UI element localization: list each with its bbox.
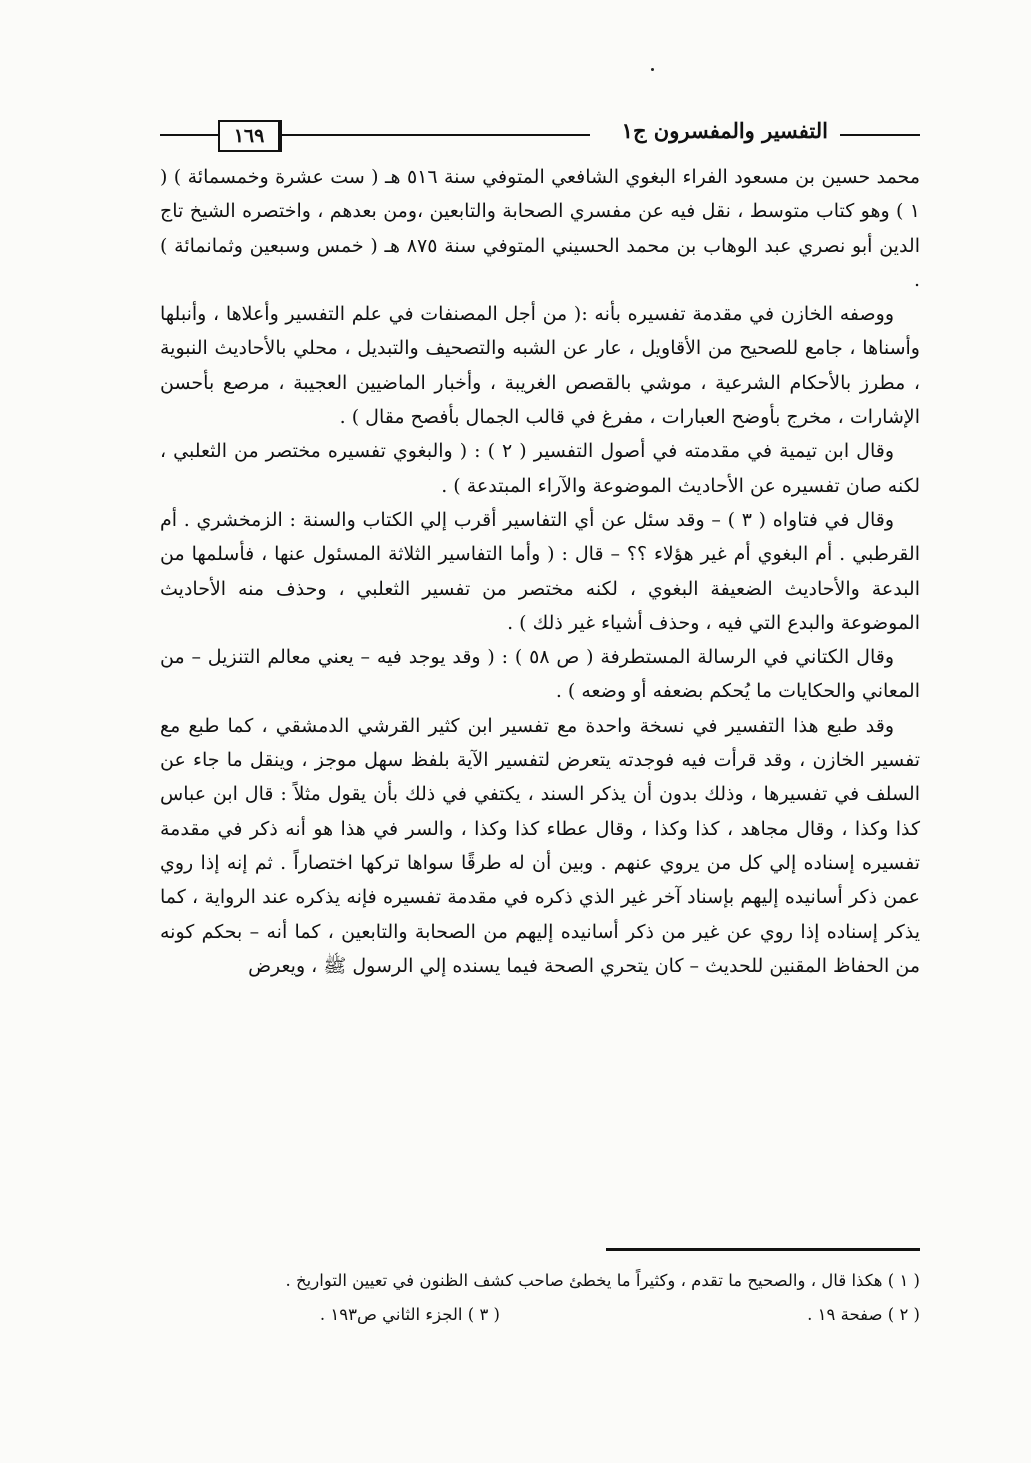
header-rule-middle — [278, 134, 590, 136]
main-text — [160, 160, 920, 983]
ink-speck — [651, 68, 654, 71]
paragraph-1: محمد حسين بن مسعود الفراء البغوي الشافعي المتوفي سنة ٥١٦ هـ ( ست عشرة وخمسمائة ) ( ١ ) وهو كتاب متوسط ، نقل فيه عن مفسري الصحابة والتابعين ،ومن بعدهم ، واختصره الشيخ تاج الدين أبو نصري عبد الوهاب بن محمد الحسيني المتوفي سنة ٨٧٥ هـ ( خمس وسبعين وثمانمائة ) . — [160, 166, 920, 291]
paragraph-4: وقال في فتاواه ( ٣ ) – وقد سئل عن أي التفاسير أقرب إلي الكتاب والسنة : الزمخشري . أم القرطبي . أم البغوي أم غير هؤلاء ؟؟ – قال : ( وأما التفاسير الثلاثة المسئول عنها ، فأسلمها من البدعة والأحاديث الضعيفة البغوي ، لكنه مختصر من تفسير الثعلبي ، وحذف منه الأحاديث الموضوعة والبدع التي فيه ، وحذف أشياء غير ذلك ) . — [160, 508, 920, 634]
header-rule-right — [840, 134, 920, 136]
paragraph-2: ووصفه الخازن في مقدمة تفسيره بأنه :( من أجل المصنفات في علم التفسير وأعلاها ، وأنبلها وأسناها ، جامع للصحيح من الأقاويل ، عار عن الشبه والتصحيف والتبديل ، محلي بالأحاديث النبوية ، مطرز بالأحكام الشرعية ، موشي بالقصص الغريبة ، وأخبار الماضيين العجيبة ، مرصع بأحسن الإشارات ، مخرج بأوضح العبارات ، مفرغ في قالب الجمال بأفصح مقال ) . — [160, 303, 920, 429]
footnote-3: ( ٣ ) الجزء الثاني ص١٩٣ . — [319, 1305, 500, 1324]
paragraph-5: وقال الكتاني في الرسالة المستطرفة ( ص ٥٨ ) : ( وقد يوجد فيه – يعني معالم التنزيل – من المعاني والحكايات ما يُحكم بضعفه أو وضعه ) . — [160, 646, 920, 703]
footnote-row — [160, 1296, 920, 1330]
header-title: التفسير والمفسرون ج١ — [621, 118, 828, 143]
header-rule-left — [160, 134, 218, 136]
paragraph-6: وقد طبع هذا التفسير في نسخة واحدة مع تفسير ابن كثير القرشي الدمشقي ، كما طبع مع تفسير الخازن ، وقد قرأت فيه فوجدته يتعرض لتفسير الآية بلفظ سهل موجز ، وينقل ما جاء عن السلف في تفسيرها ، وذلك بدون أن يذكر السند ، يكتفي في ذلك بأن يقول مثلاً : قال ابن عباس كذا وكذا ، وقال مجاهد ، كذا وكذا ، وقال عطاء كذا وكذا ، والسر في هذا هو أنه ذكر في مقدمة تفسيره إسناده إلي كل من يروي عنهم . وبين أن له طرقًا سواها تركها اختصاراً . ثم إنه إذا روي عمن ذكر أسانيده إليهم بإسناد آخر غير الذي ذكره في مقدمة تفسيره فإنه يذكره عند الرواية ، كما يذكر إسناده إذا روي عن غير من ذكر أسانيده إليهم من الصحابة والتابعين ، كما أنه – بحكم كونه من الحفاظ المقنين للحديث – كان يتحري الصحة فيما يسنده إلي الرسول ﷺ ، ويعرض — [160, 714, 920, 977]
footnotes — [160, 1266, 920, 1330]
footnote-2: ( ٢ ) صفحة ١٩ . — [807, 1305, 920, 1324]
footnote-1: ( ١ ) هكذا قال ، والصحيح ما تقدم ، وكثيراً ما يخطئ صاحب كشف الظنون في تعيين التواريخ . — [285, 1271, 920, 1290]
paragraph-3: وقال ابن تيمية في مقدمته في أصول التفسير ( ٢ ) : ( والبغوي تفسيره مختصر من الثعلبي ، لكنه صان تفسيره عن الأحاديث الموضوعة والآراء المبتدعة ) . — [160, 440, 920, 497]
footnote-separator — [606, 1248, 920, 1251]
page-number: ١٦٩ — [218, 120, 282, 152]
running-header — [160, 118, 920, 152]
